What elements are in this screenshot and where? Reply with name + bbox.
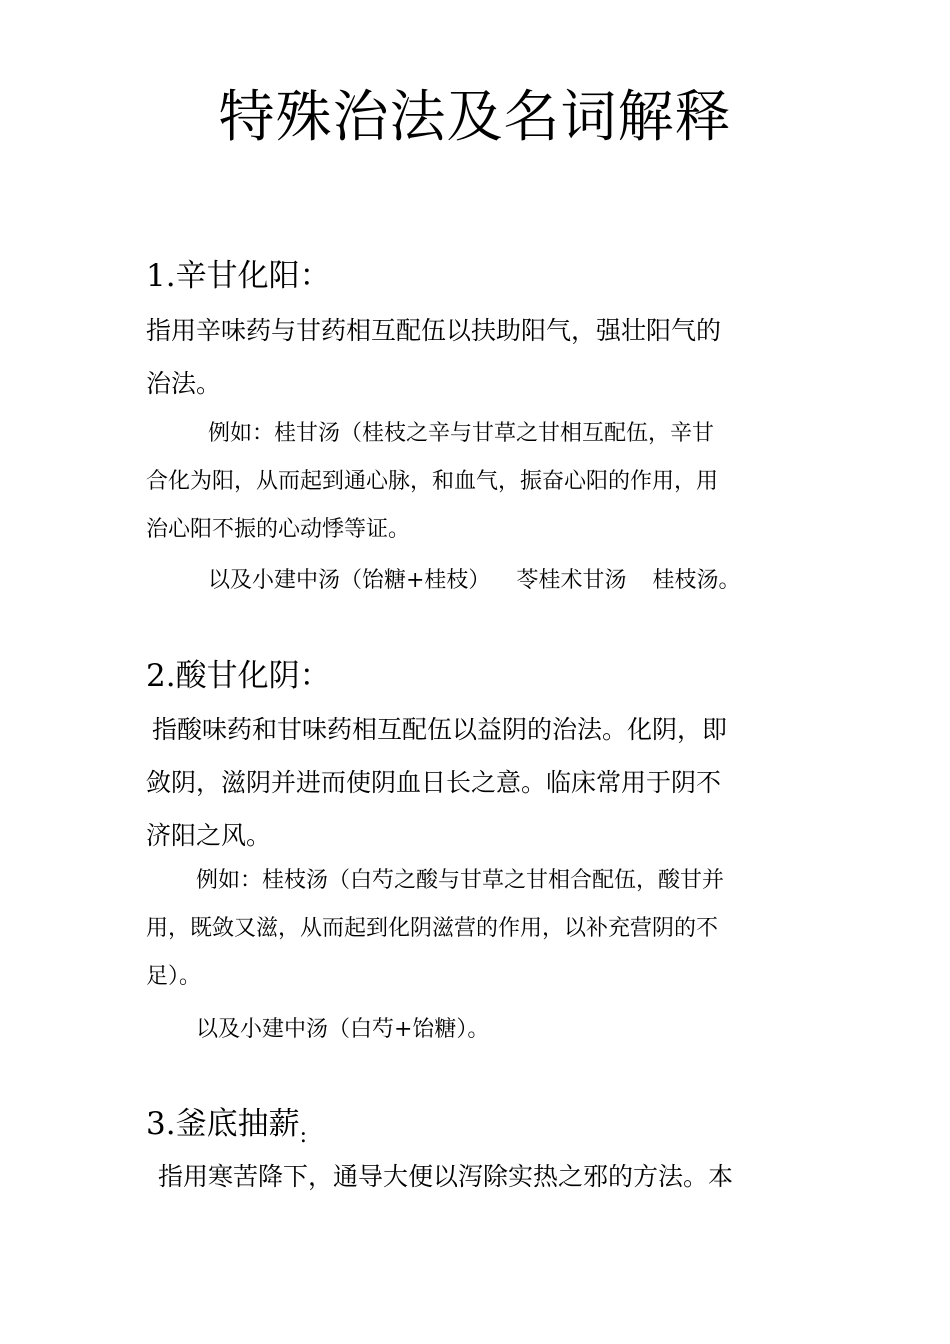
section-2-example-line-1: 例如：桂枝汤（白芍之酸与甘草之甘相合配伍，酸甘并	[196, 868, 725, 893]
section-2-definition-line-1: 指酸味药和甘味药相互配伍以益阴的治法。化阴，即	[152, 715, 728, 744]
section-2-also	[196, 1015, 489, 1045]
section-1-definition	[146, 304, 808, 410]
section-3-heading-colon: :	[299, 1123, 307, 1148]
document-title: 特殊治法及名词解释	[218, 85, 732, 150]
section-2-example-line-3: 足）。	[146, 964, 202, 989]
section-1-definition-line-1: 指用辛味药与甘药相互配伍以扶助阳气，强壮阳气的	[146, 316, 722, 345]
section-3-definition-line-1: 指用寒苦降下，通导大便以泻除实热之邪的方法。本	[158, 1162, 734, 1191]
section-2-definition	[146, 703, 808, 862]
section-3-heading-text: 3.釜底抽薪	[146, 1106, 300, 1142]
section-1-also-prefix: 以及小建中汤（饴糖+桂枝）	[208, 568, 491, 593]
section-1-also-item-3: 桂枝汤。	[652, 568, 741, 593]
section-1-example	[146, 410, 808, 554]
section-3-definition	[158, 1150, 808, 1203]
section-2-heading: 2.酸甘化阴：	[146, 658, 331, 694]
section-3-heading	[146, 1104, 307, 1148]
section-1-example-line-2: 合化为阳，从而起到通心脉，和血气，振奋心阳的作用，用	[146, 469, 719, 494]
section-1-definition-line-2: 治法。	[146, 369, 222, 398]
section-2-example-line-2: 用，既敛又滋，从而起到化阴滋营的作用，以补充营阴的不	[146, 916, 719, 941]
section-2-definition-line-2: 敛阴，滋阴并进而使阴血日长之意。临床常用于阴不	[146, 768, 722, 797]
section-1-example-line-3: 治心阳不振的心动悸等证。	[146, 517, 411, 542]
section-2-example	[146, 857, 808, 1001]
section-1-heading: 1.辛甘化阳：	[146, 258, 331, 294]
section-2-also-prefix: 以及小建中汤（白芍+饴糖）。	[196, 1017, 490, 1042]
section-1-also	[208, 566, 740, 596]
section-1-example-line-1: 例如：桂甘汤（桂枝之辛与甘草之甘相互配伍，辛甘	[208, 421, 715, 446]
section-1-also-item-2: 苓桂术甘汤	[516, 568, 627, 593]
section-2-definition-line-3: 济阳之风。	[146, 821, 272, 850]
